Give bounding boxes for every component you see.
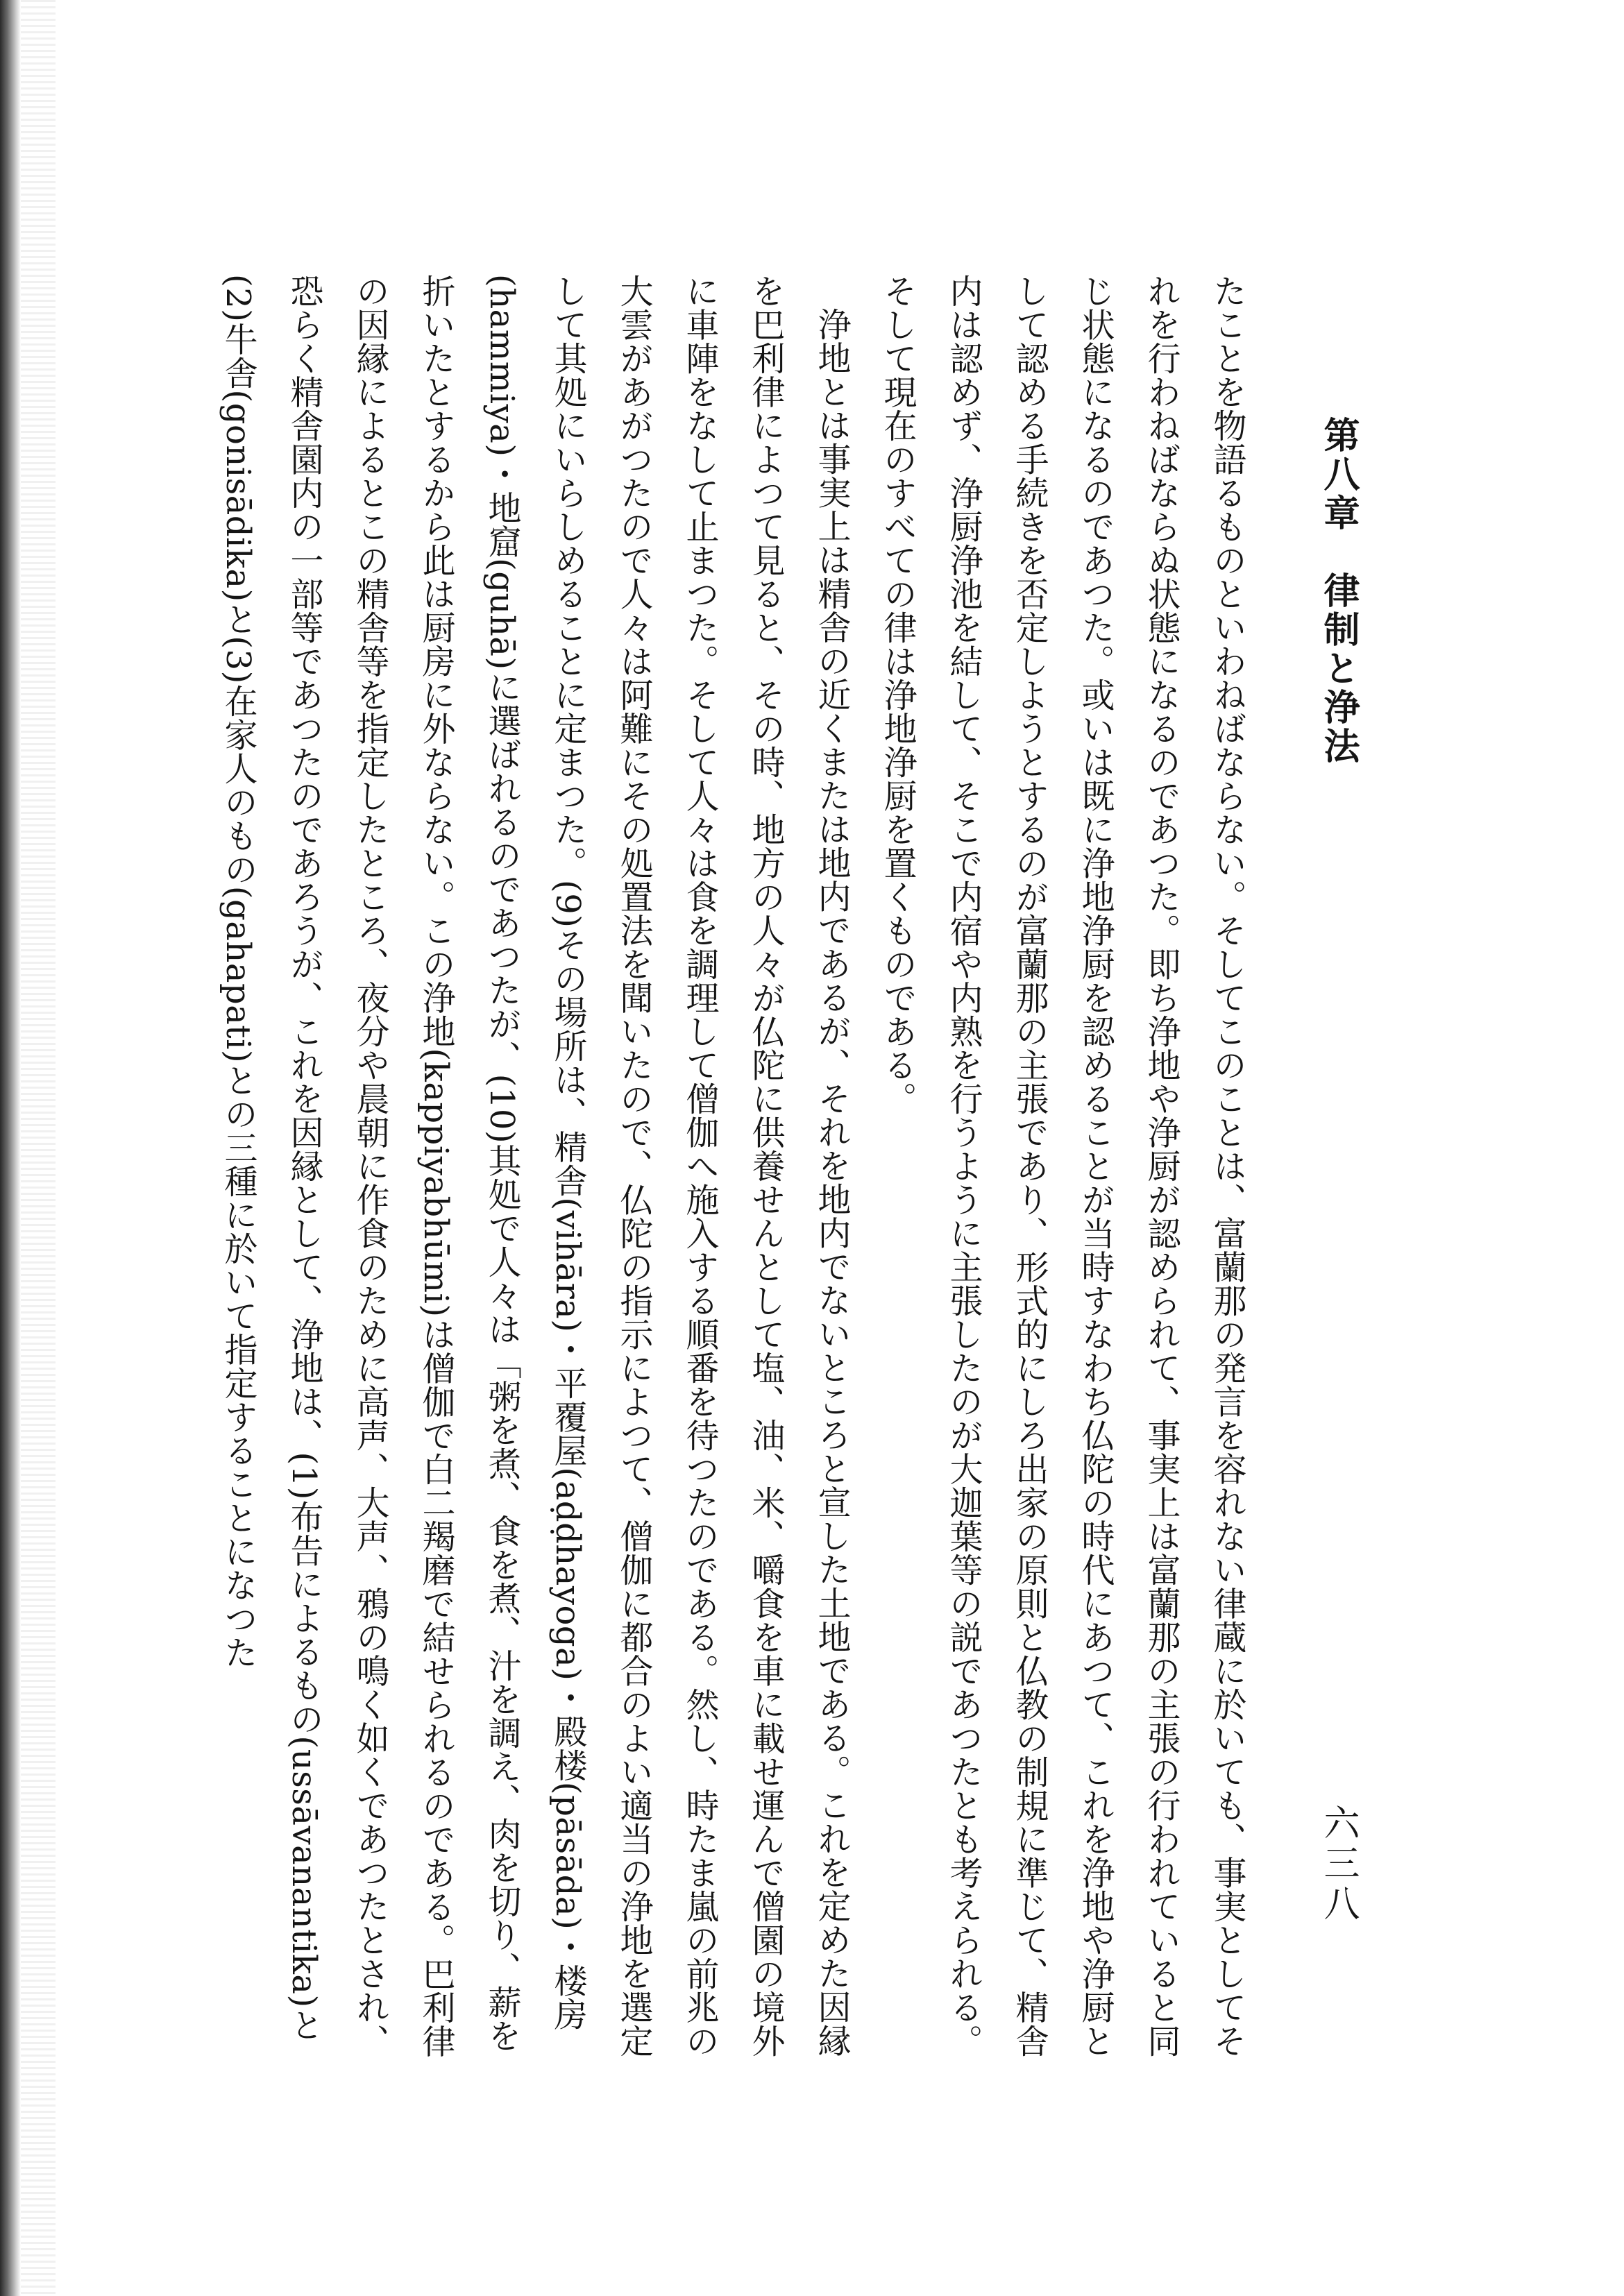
scan-noise: [21, 0, 56, 2296]
scan-binding-shadow: [0, 0, 21, 2296]
paragraph: 浄地とは事実上は精舎の近くまたは地内であるが、それを地内でないところと宣した土地である。これを定めた因縁を巴利律によつて見ると、その時、地方の人々が仏陀に供養せんとして塩、油、米、嚼食を車に載せ運んで僧園の境外に車陣をなして止まつた。そして人々は食を調理して僧伽へ施入する順番を待つたのである。然し、時たま嵐の前兆の大雲があがつたので人々は阿難にその処置法を聞いたので、仏陀の指示によつて、僧伽に都合のよい適当の浄地を選定して其処にいらしめることに定まつた。(9)その場所は、精舎(vihāra)・平覆屋(aḍḍhayoga)・殿楼(pāsāda)・楼房(hammiya)・地窟(guhā)に選ばれるのであつたが、(10)其処で人々は「粥を煮、食を煮、汁を調え、肉を切り、薪を折いたとするから此は厨房に外ならない。この浄地(kappiyabhūmi)は僧伽で白二羯磨で結せられるのである。巴利律の因縁によるとこの精舎等を指定したところ、夜分や晨朝に作食のために高声、大声、鴉の鳴く如くであつたとされ、恐らく精舎園内の一部等であつたのであろうが、これを因縁として、浄地は、(1)布告によるもの(ussāvanantika)と(2)牛舎(gonisādika)と(3)在家人のもの(gahapati)との三種に於いて指定することになつた: [219, 274, 851, 2058]
page-number: 六三八: [1317, 1804, 1359, 1925]
running-head: 第八章 律制と浄法: [1317, 416, 1360, 766]
body-text: [142, 274, 1260, 2064]
paragraph: たことを物語るものといわねばならない。そしてこのことは、富蘭那の発言を容れない律蔵に於いても、事実としてそれを行わねばならぬ状態になるのであつた。即ち浄地や浄厨が認められて、事実上は富蘭那の主張の行われていると同じ状態になるのであつた。或いは既に浄地浄厨を認めることが当時すなわち仏陀の時代にあつて、これを浄地や浄厨として認める手続きを否定しようとするのが富蘭那の主張であり、形式的にしろ出家の原則と仏教の制規に準じて、精舎内は認めず、浄厨浄池を結して、そこで内宿や内熟を行うように主張したのが大迦葉等の説であつたとも考えられる。そして現在のすべての律は浄地浄厨を置くものである。: [878, 274, 1246, 2058]
